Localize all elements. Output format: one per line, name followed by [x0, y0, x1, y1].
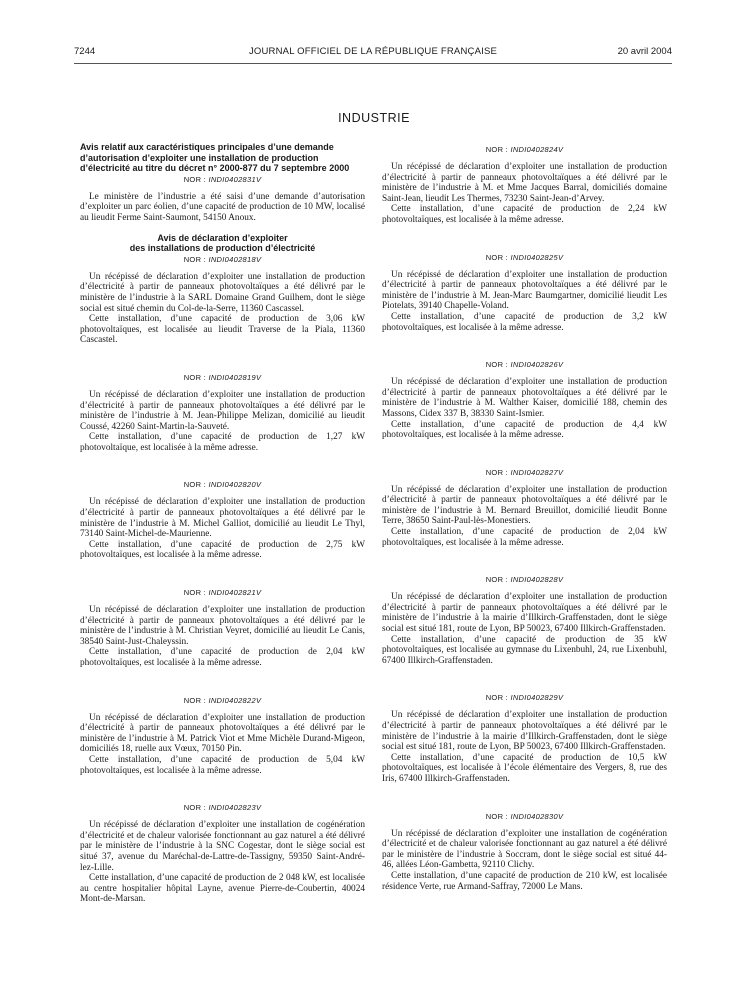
declaration-entry — [382, 144, 667, 226]
paragraph: Le ministère de l’industrie a été saisi d’une demande d’autorisation d’exploiter un parc éolien, d’une capacité de production de 10 MW, localisé au lieudit Ferme Saint-Saumont, 54150 Anoux. — [80, 191, 365, 223]
declaration-entry — [80, 587, 365, 669]
nor-prefix: NOR : — [183, 588, 207, 598]
paragraph: Un récépissé de déclaration d’exploiter une installation de production d’électricité à partir de panneaux photovoltaïques a été délivré par le ministère de l’industrie à M. Jean-Marc Baumgartner, domicilié lieudit Les Piotelats, 39140 Chapelle-Voland. — [382, 269, 667, 312]
declaration-entry — [80, 479, 365, 561]
declaration-entry — [382, 359, 667, 441]
paragraph: Un récépissé de déclaration d’exploiter une installation de production d’électricité à partir de panneaux photovoltaïques a été délivré par le ministère de l’industrie à M. Christian Veyret, domicilié au lieudit Le Canis, 38540 Saint-Just-Chaleyssin. — [80, 605, 365, 647]
paragraph: Cette installation, d’une capacité de production de 2,04 kW photovoltaïques, est localisée à la même adresse. — [80, 647, 365, 668]
paragraph: Cette installation, d’une capacité de production de 210 kW, est localisée résidence Verte, rue Armand-Saffray, 72000 Le Mans. — [382, 870, 667, 892]
page-header — [74, 46, 672, 60]
nor-code: INDI0402822V — [208, 695, 262, 705]
paragraph: Un récépissé de déclaration d’exploiter une installation de production d’électricité à partir de panneaux photovoltaïques a été délivré par le ministère de l’industrie à M. Michel Galliot, domicilié au lieudit Le Thyl, 73140 Saint-Michel-de-Maurienne. — [80, 497, 365, 540]
nor-prefix: NOR : — [183, 372, 207, 382]
nor-reference — [382, 574, 667, 586]
nor-prefix: NOR : — [485, 575, 509, 585]
header-rule — [74, 63, 672, 64]
paragraph: Un récépissé de déclaration d’exploiter une installation de production d’électricité à partir de panneaux photovoltaïques a été délivré par le ministère de l’industrie à M. Bernard Breuillot, domicilié lieudit Bonne Terre, 38650 Saint-Paul-lès-Monestiers. — [382, 484, 667, 527]
paragraph: Cette installation, d’une capacité de production de 2,75 kW photovoltaïques, est localisée à la même adresse. — [80, 539, 365, 561]
paragraph: Un récépissé de déclaration d’exploiter une installation de production d’électricité à partir de panneaux photovoltaïques a été délivré par le ministère de l’industrie à M. Walther Kaiser, domicilié 188, chemin des Massons, Cidex 337 B, 38330 Saint-Ismier. — [382, 377, 667, 419]
nor-code: INDI0402830V — [510, 811, 564, 821]
nor-reference — [80, 372, 365, 384]
section-title: INDUSTRIE — [338, 111, 410, 125]
nor-code: INDI0402831V — [208, 174, 262, 184]
nor-code: INDI0402819V — [208, 372, 262, 382]
nor-prefix: NOR : — [183, 695, 207, 705]
nor-code: INDI0402818V — [208, 254, 262, 264]
paragraph: Un récépissé de déclaration d’exploiter une installation de production d’électricité à partir de panneaux photovoltaïques a été délivré par le ministère de l’industrie à la SARL Domaine Grand Guilhem, dont le siège social est situé chemin du Col-de-la-Serre, 11360 Cascassel. — [80, 271, 365, 314]
paragraph: Un récépissé de déclaration d’exploiter une installation de cogénération d’électricité et de chaleur valorisée fonctionnant au gaz naturel a été délivré par le ministère de l’industrie à Soccram, dont le siège social est situé 44-46, allées Léon-Gambetta, 92110 Clichy. — [382, 828, 667, 871]
declaration-entry — [382, 692, 667, 784]
nor-code: INDI0402829V — [510, 693, 564, 703]
nor-reference — [80, 479, 365, 491]
nor-prefix: NOR : — [485, 467, 509, 477]
right-column — [382, 144, 667, 892]
nor-reference — [382, 692, 667, 704]
nor-prefix: NOR : — [183, 254, 207, 264]
declaration-entry — [80, 802, 365, 905]
paragraph: Cette installation, d’une capacité de production de 2,24 kW photovoltaïques, est localisée à la même adresse. — [382, 204, 667, 225]
nor-prefix: NOR : — [485, 360, 509, 370]
avis-declaration-title-line2: des installations de production d’électricité — [129, 243, 316, 254]
nor-prefix: NOR : — [485, 693, 509, 703]
nor-code: INDI0402823V — [208, 803, 262, 813]
declaration-entry — [382, 467, 667, 549]
journal-title: JOURNAL OFFICIEL DE LA RÉPUBLIQUE FRANÇAISE — [248, 46, 498, 57]
declaration-entry — [382, 811, 667, 893]
nor-reference — [382, 359, 667, 371]
avis-declaration-title-line1: Avis de déclaration d’exploiter — [157, 232, 288, 243]
nor-code: INDI0402828V — [510, 575, 564, 585]
nor-reference — [80, 254, 365, 266]
paragraph: Cette installation, d’une capacité de production de 35 kW photovoltaïques, est localisée au gymnase du Lixenbuhl, 24, rue Lixenbuhl, 67400 Illkirch-Graffenstaden. — [382, 634, 667, 666]
nor-reference — [382, 811, 667, 823]
nor-prefix: NOR : — [485, 145, 509, 154]
nor-prefix: NOR : — [183, 480, 207, 490]
paragraph: Cette installation, d’une capacité de production de 2 048 kW, est localisée au centre hospitalier hôpital Layne, avenue Pierre-de-Coubertin, 40024 Mont-de-Marsan. — [80, 873, 365, 905]
nor-prefix: NOR : — [183, 174, 207, 184]
paragraph: Cette installation, d’une capacité de production de 3,06 kW photovoltaïques, est localisée au lieudit Traverse de la Piala, 11360 Cascastel. — [80, 314, 365, 346]
nor-code: INDI0402825V — [510, 252, 564, 262]
nor-code: INDI0402821V — [208, 588, 262, 598]
nor-reference — [382, 144, 667, 156]
nor-code: INDI0402824V — [510, 145, 564, 154]
issue-date: 20 avril 2004 — [617, 46, 672, 57]
nor-reference — [80, 695, 365, 707]
nor-reference — [80, 174, 365, 186]
declaration-entry — [80, 695, 365, 777]
nor-prefix: NOR : — [485, 811, 509, 821]
paragraph: Cette installation, d’une capacité de production de 10,5 kW photovoltaïques, est localisée à l’école élémentaire des Vergers, 8, rue des Iris, 67400 Illkirch-Graffenstaden. — [382, 752, 667, 784]
declaration-entry — [382, 574, 667, 666]
declaration-entry — [382, 252, 667, 334]
nor-reference — [80, 587, 365, 599]
paragraph: Un récépissé de déclaration d’exploiter une installation de production d’électricité à partir de panneaux photovoltaïques a été délivré par le ministère de l’industrie à M. Jean-Philippe Melizan, domicilié au lieudit Coussé, 42260 Saint-Martin-la-Sauveté. — [80, 389, 365, 432]
paragraph: Un récépissé de déclaration d’exploiter une installation de production d’électricité à partir de panneaux photovoltaïques a été délivré par le ministère de l’industrie à la mairie d’Illkirch-Graffenstaden, dont le siège social est situé 181, route de Lyon, BP 50023, 67400 Illkirch-Graffenstaden. — [382, 592, 667, 635]
nor-code: INDI0402820V — [208, 480, 262, 490]
paragraph: Cette installation, d’une capacité de production de 1,27 kW photovoltaïque, est localisée à la même adresse. — [80, 432, 365, 453]
nor-reference — [382, 467, 667, 479]
nor-reference — [382, 252, 667, 264]
left-column — [80, 142, 365, 905]
paragraph: Cette installation, d’une capacité de production de 4,4 kW photovoltaïques, est localisée à la même adresse. — [382, 419, 667, 441]
avis-autorisation — [80, 142, 365, 224]
paragraph: Cette installation, d’une capacité de production de 5,04 kW photovoltaïques, est localisée à la même adresse. — [80, 754, 365, 776]
paragraph: Un récépissé de déclaration d’exploiter une installation de production d’électricité à partir de panneaux photovoltaïques a été délivré par le ministère de l’industrie à M. Patrick Viot et Mme Michèle Durand-Migeon, domiciliés 18, ruelle aux Vœux, 70150 Pin. — [80, 712, 365, 755]
paragraph: Cette installation, d’une capacité de production de 3,2 kW photovoltaïques, est localisée à la même adresse. — [382, 311, 667, 333]
paragraph: Un récépissé de déclaration d’exploiter une installation de production d’électricité à partir de panneaux photovoltaïques a été délivré par le ministère de l’industrie à la mairie d’Illkirch-Graffenstaden, dont le siège social est situé 181, route de Lyon, BP 50023, 67400 Illkirch-Graffenstaden. — [382, 710, 667, 753]
paragraph: Cette installation, d’une capacité de production de 2,04 kW photovoltaïques, est localisée à la même adresse. — [382, 527, 667, 548]
nor-code: INDI0402827V — [510, 467, 564, 477]
page-number: 7244 — [74, 46, 96, 57]
paragraph: Un récépissé de déclaration d’exploiter une installation de production d’électricité à partir de panneaux photovoltaïques a été délivré par le ministère de l’industrie à M. et Mme Jacques Barral, domiciliés domaine Saint-Jean, lieudit Les Thermes, 73230 Saint-Jean-d’Arvey. — [382, 162, 667, 204]
nor-prefix: NOR : — [485, 252, 509, 262]
avis-declaration — [80, 233, 365, 346]
nor-code: INDI0402826V — [510, 360, 564, 370]
avis-autorisation-title: Avis relatif aux caractéristiques principales d’une demande d’autorisation d’exploiter une installation de production d’électricité au titre du décret n° 2000-877 du 7 septembre 2000 — [80, 142, 350, 174]
paragraph: Un récépissé de déclaration d’exploiter une installation de cogénération d’électricité et de chaleur valorisée fonctionnant au gaz naturel a été délivré par le ministère de l’industrie à la SNC Cogestar, dont le siège social est situé 37, avenue du Maréchal-de-Lattre-de-Tassigny, 59350 Saint-André-lez-Lille. — [80, 820, 365, 873]
nor-prefix: NOR : — [183, 803, 207, 813]
declaration-entry — [80, 372, 365, 454]
nor-reference — [80, 802, 365, 814]
